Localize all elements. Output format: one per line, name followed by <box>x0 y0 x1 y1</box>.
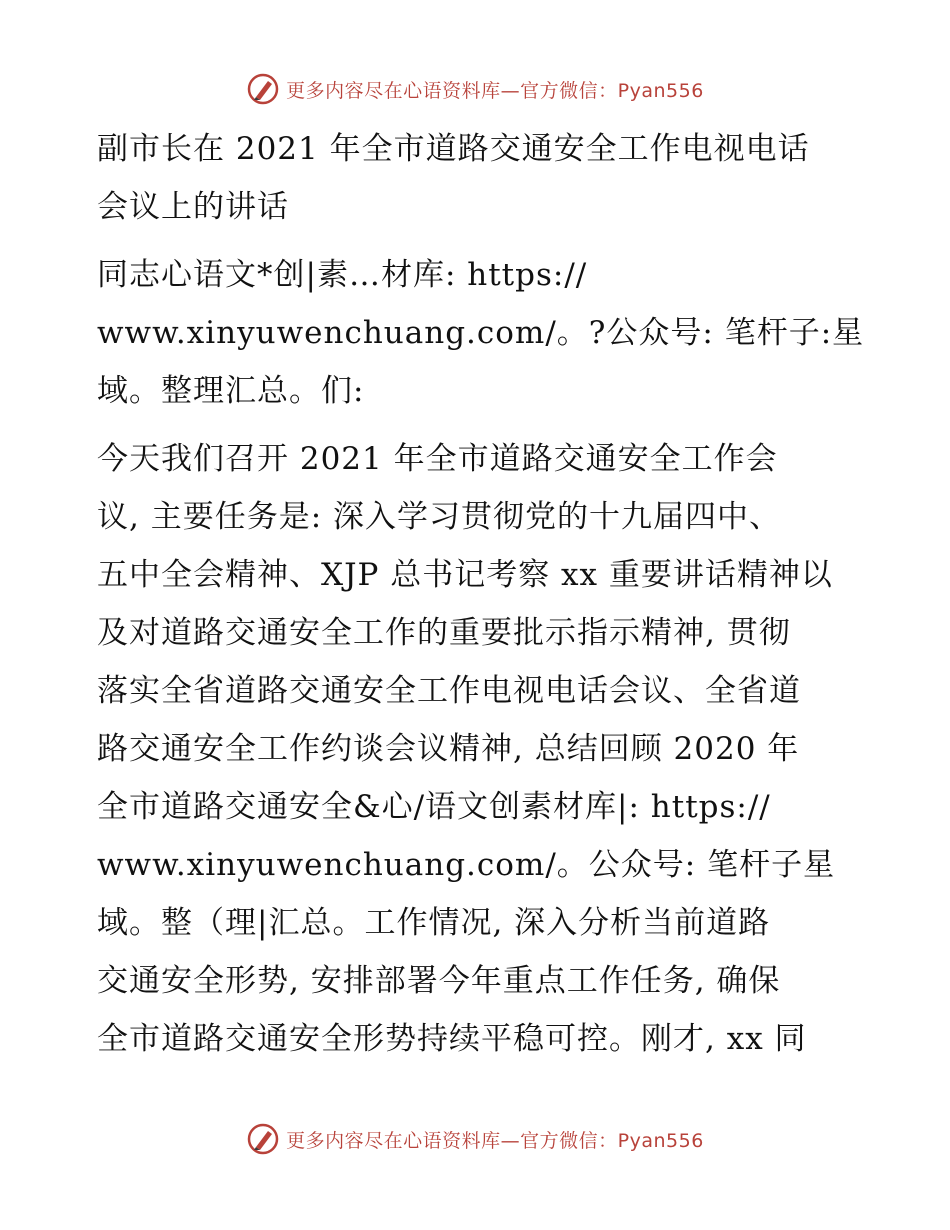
paragraph-line: 域。整理汇总。们: <box>97 373 365 409</box>
paragraph-line: 落实全省道路交通安全工作电视电话会议、全省道 <box>97 673 801 709</box>
watermark-text: 更多内容尽在心语资料库—官方微信：Pyan556 <box>286 1129 704 1152</box>
watermark-text: 更多内容尽在心语资料库—官方微信：Pyan556 <box>286 79 704 102</box>
paragraph-line: 及对道路交通安全工作的重要批示指示精神, 贯彻 <box>97 615 791 651</box>
paragraph-line: 全市道路交通安全&心/语文创素材库|: https:// <box>97 789 771 825</box>
paragraph-line: www.xinyuwenchuang.com/。?公众号: 笔杆子:星 <box>97 315 865 351</box>
pen-logo-icon <box>246 72 280 106</box>
title-line: 会议上的讲话 <box>97 189 289 225</box>
body-paragraph <box>97 430 857 1068</box>
paragraph-line: 全市道路交通安全形势持续平稳可控。刚才, xx 同 <box>97 1021 807 1057</box>
paragraph-line: 域。整（理|汇总。工作情况, 深入分析当前道路 <box>97 905 771 941</box>
paragraph-line: www.xinyuwenchuang.com/。公众号: 笔杆子星 <box>97 847 836 883</box>
document-page <box>97 120 865 1068</box>
watermark-banner-bottom <box>0 1122 950 1156</box>
paragraph-line: 今天我们召开 2021 年全市道路交通安全工作会 <box>97 441 778 477</box>
pen-logo-icon <box>246 1122 280 1156</box>
paragraph-line: 交通安全形势, 安排部署今年重点工作任务, 确保 <box>97 963 781 999</box>
paragraph-line: 五中全会精神、XJP 总书记考察 xx 重要讲话精神以 <box>97 557 833 593</box>
paragraph-line: 路交通安全工作约谈会议精神, 总结回顾 2020 年 <box>97 731 800 767</box>
document-title <box>97 120 857 236</box>
title-line: 副市长在 2021 年全市道路交通安全工作电视电话 <box>97 131 810 167</box>
paragraph-line: 议, 主要任务是: 深入学习贯彻党的十九届四中、 <box>97 499 782 535</box>
paragraph-line: 同志心语文*创|素…材库: https:// <box>97 257 588 293</box>
watermark-banner-top <box>0 72 950 106</box>
salutation-paragraph <box>97 246 865 420</box>
